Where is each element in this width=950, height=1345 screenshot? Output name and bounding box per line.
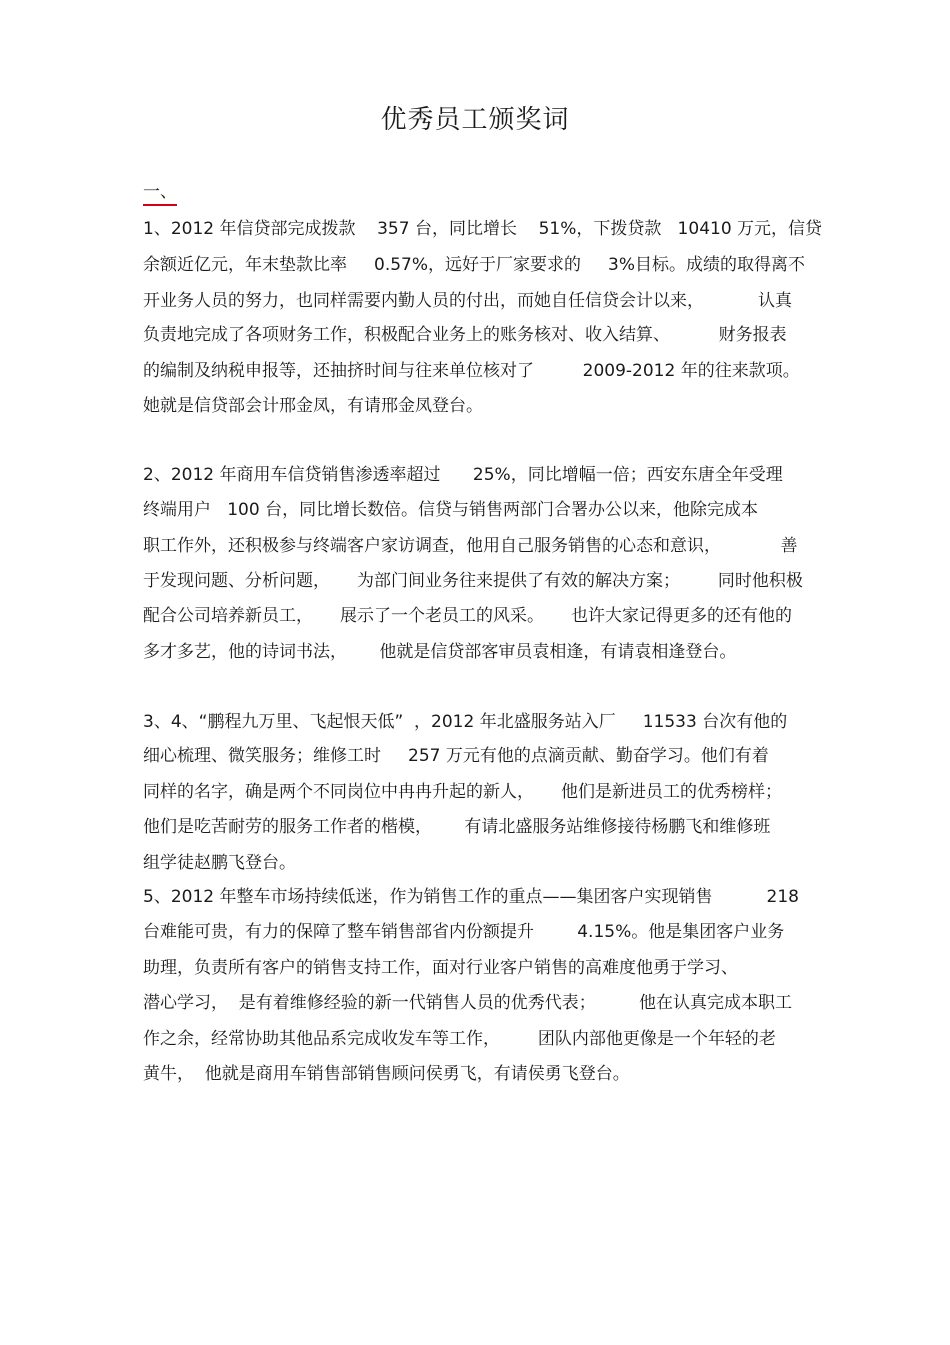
paragraph-5-line-4: 潜心学习， 是有着维修经验的新一代销售人员的优秀代表； 他在认真完成本职工 <box>143 993 793 1013</box>
paragraph-2-line-6: 多才多艺，他的诗词书法， 他就是信贷部客审员袁相逢，有请袁相逢登台。 <box>143 642 737 662</box>
paragraph-3-line-1: 3、4、“鹏程九万里、飞起恨天低” ，2012 年北盛服务站入厂 11533 台次有他的 <box>143 712 788 732</box>
paragraph-1-line-5: 的编制及纳税申报等，还抽挤时间与往来单位核对了 2009-2012 年的往来款项。 <box>143 361 800 381</box>
paragraph-3-line-5: 组学徒赵鹏飞登台。 <box>143 853 296 873</box>
paragraph-2-line-5: 配合公司培养新员工， 展示了一个老员工的风采。 也许大家记得更多的还有他的 <box>143 606 793 626</box>
document-title: 优秀员工颁奖词 <box>380 105 570 135</box>
paragraph-1-line-4: 负责地完成了各项财务工作，积极配合业务上的账务核对、收入结算、 财务报表 <box>143 325 787 345</box>
paragraph-5-line-2: 台难能可贵，有力的保障了整车销售部省内份额提升 4.15%。他是集团客户业务 <box>143 922 785 942</box>
paragraph-1-line-3: 开业务人员的努力，也同样需要内勤人员的付出，而她自任信贷会计以来， 认真 <box>143 291 793 311</box>
paragraph-3-line-4: 他们是吃苦耐劳的服务工作者的楷模， 有请北盛服务站维修接待杨鹏飞和维修班 <box>143 817 771 837</box>
paragraph-2-line-3: 职工作外，还积极参与终端客户家访调查，他用自己服务销售的心态和意识， 善 <box>143 536 798 556</box>
paragraph-1-line-1: 1、2012 年信贷部完成拨款 357 台，同比增长 51%，下拨贷款 10410 万元，信贷 <box>143 219 823 239</box>
section-marker: 一、 <box>143 180 177 206</box>
paragraph-5-line-6: 黄牛， 他就是商用车销售部销售顾问侯勇飞，有请侯勇飞登台。 <box>143 1064 630 1084</box>
paragraph-3-line-3: 同样的名字，确是两个不同岗位中冉冉升起的新人， 他们是新进员工的优秀榜样； <box>143 782 783 802</box>
paragraph-2-line-2: 终端用户 100 台，同比增长数倍。信贷与销售两部门合署办公以来，他除完成本 <box>143 500 759 520</box>
paragraph-1-line-2: 余额近亿元，年末垫款比率 0.57%，远好于厂家要求的 3%目标。成绩的取得离不 <box>143 255 806 275</box>
paragraph-3-line-2: 细心梳理、微笑服务；维修工时 257 万元有他的点滴贡献、勤奋学习。他们有着 <box>143 746 769 766</box>
paragraph-5-line-5: 作之余，经常协助其他品系完成收发车等工作， 团队内部他更像是一个年轻的老 <box>143 1029 776 1049</box>
paragraph-2-line-1: 2、2012 年商用车信贷销售渗透率超过 25%，同比增幅一倍；西安东唐全年受理 <box>143 465 783 485</box>
paragraph-2-line-4: 于发现问题、分析问题， 为部门间业务往来提供了有效的解决方案； 同时他积极 <box>143 571 803 591</box>
paragraph-5-line-3: 助理，负责所有客户的销售支持工作，面对行业客户销售的高难度他勇于学习、 <box>143 958 738 978</box>
paragraph-1-line-6: 她就是信贷部会计邢金凤，有请邢金凤登台。 <box>143 396 483 416</box>
paragraph-5-line-1: 5、2012 年整车市场持续低迷，作为销售工作的重点——集团客户实现销售 218 <box>143 887 799 907</box>
